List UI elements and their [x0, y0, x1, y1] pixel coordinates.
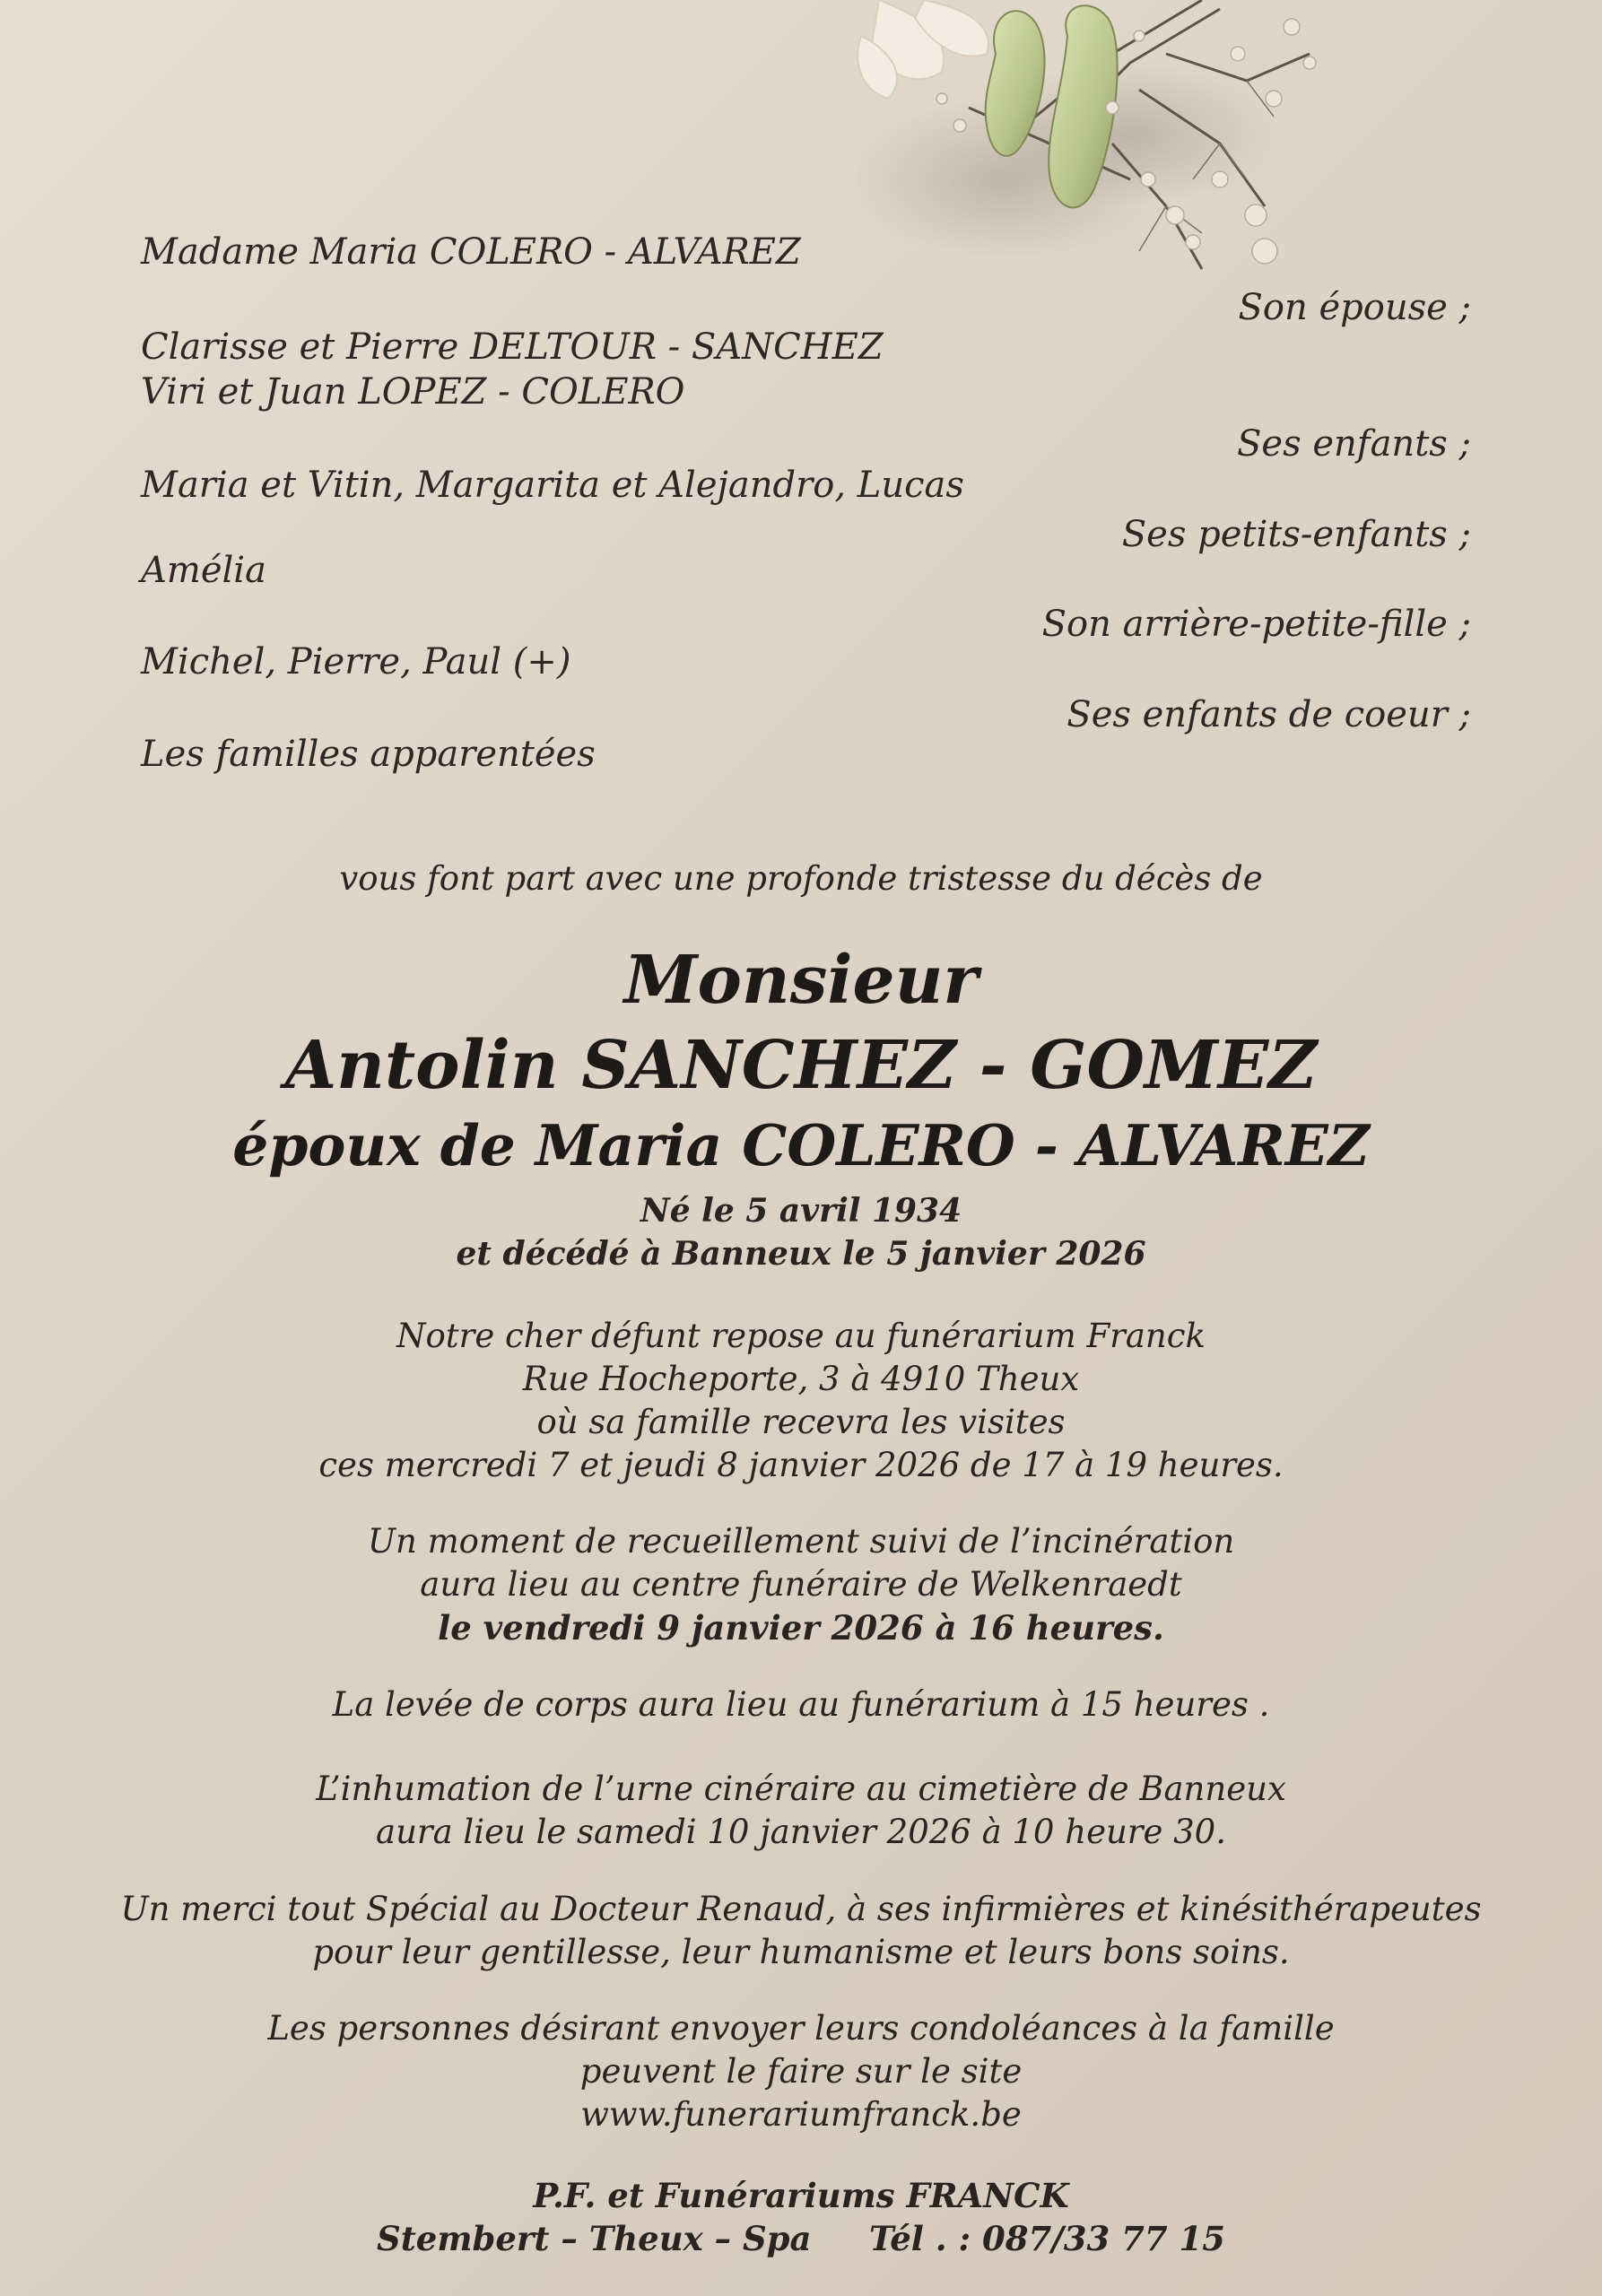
condolences-info [0, 2007, 1602, 2136]
inhumation-line: L’inhumation de l’urne cinéraire au cimetière de Banneux [316, 1770, 1286, 1808]
ceremony-line: aura lieu au centre funéraire de Welkenraedt [420, 1565, 1182, 1604]
family-children [141, 325, 884, 414]
deceased-title: Monsieur [623, 942, 979, 1019]
relation-great-granddaughter: Son arrière-petite-fille ; [1041, 604, 1471, 645]
family-spouse: Madame Maria COLERO - ALVAREZ [141, 231, 801, 273]
flower-decoration [843, 0, 1345, 296]
visitation-line: Rue Hocheporte, 3 à 4910 Theux [522, 1360, 1080, 1398]
ceremony-line: Un moment de recueillement suivi de l’incinération [367, 1522, 1235, 1561]
funeral-home-spacer [823, 2219, 858, 2258]
inhumation-line: aura lieu le samedi 10 janvier 2026 à 10 heure 30. [376, 1813, 1226, 1851]
family-heart-children: Michel, Pierre, Paul (+) [141, 641, 571, 683]
family-related: Les familles apparentées [141, 734, 596, 775]
relation-children: Ses enfants ; [1237, 423, 1471, 465]
deceased-name: Antolin SANCHEZ - GOMEZ [284, 1027, 1318, 1104]
visitation-info [0, 1315, 1602, 1487]
ceremony-date: le vendredi 9 janvier 2026 à 16 heures. [438, 1608, 1164, 1648]
announcement: vous font part avec une profonde tristesse du décès de [339, 859, 1263, 898]
visitation-line: Notre cher défunt repose au funérarium Franck [396, 1317, 1206, 1355]
relation-heart-children: Ses enfants de coeur ; [1067, 694, 1471, 735]
deceased-dates [0, 1189, 1602, 1275]
inhumation-info [0, 1768, 1602, 1854]
funeral-home-locations: Stembert – Theux – Spa [376, 2219, 812, 2258]
levee-info: La levée de corps aura lieu au funérarium à 15 heures . [332, 1685, 1270, 1724]
funeral-home-name: P.F. et Funérariums FRANCK [533, 2176, 1069, 2215]
condolences-line: peuvent le faire sur le site [579, 2052, 1023, 2091]
relation-grandchildren: Ses petits-enfants ; [1121, 514, 1471, 555]
death-date: et décédé à Banneux le 5 janvier 2026 [456, 1235, 1146, 1273]
family-great-granddaughter: Amélia [141, 550, 266, 591]
visitation-line: ces mercredi 7 et jeudi 8 janvier 2026 de 17 à 19 heures. [318, 1446, 1284, 1484]
family-children-line: Viri et Juan LOPEZ - COLERO [141, 371, 685, 413]
family-grandchildren: Maria et Vitin, Margarita et Alejandro, Lucas [141, 465, 964, 506]
thanks-line: Un merci tout Spécial au Docteur Renaud, à ses infirmières et kinésithérapeutes [120, 1890, 1482, 1928]
condolences-line: Les personnes désirant envoyer leurs condoléances à la famille [267, 2009, 1335, 2048]
visitation-line: où sa famille recevra les visites [536, 1403, 1066, 1441]
birth-date: Né le 5 avril 1934 [640, 1192, 962, 1230]
deceased-spouse: époux de Maria COLERO - ALVAREZ [232, 1112, 1370, 1178]
thanks-message [0, 1888, 1602, 1974]
thanks-line: pour leur gentillesse, leur humanisme et leurs bons soins. [312, 1933, 1290, 1971]
relation-spouse: Son épouse ; [1238, 287, 1471, 328]
funeral-home-footer [0, 2174, 1602, 2260]
family-children-line: Clarisse et Pierre DELTOUR - SANCHEZ [141, 326, 884, 368]
condolences-website: www.funerariumfranck.be [580, 2095, 1022, 2134]
funeral-home-phone: Tél . : 087/33 77 15 [868, 2219, 1225, 2258]
ceremony-info [0, 1520, 1602, 1649]
funeral-home-contact [0, 2217, 1602, 2260]
